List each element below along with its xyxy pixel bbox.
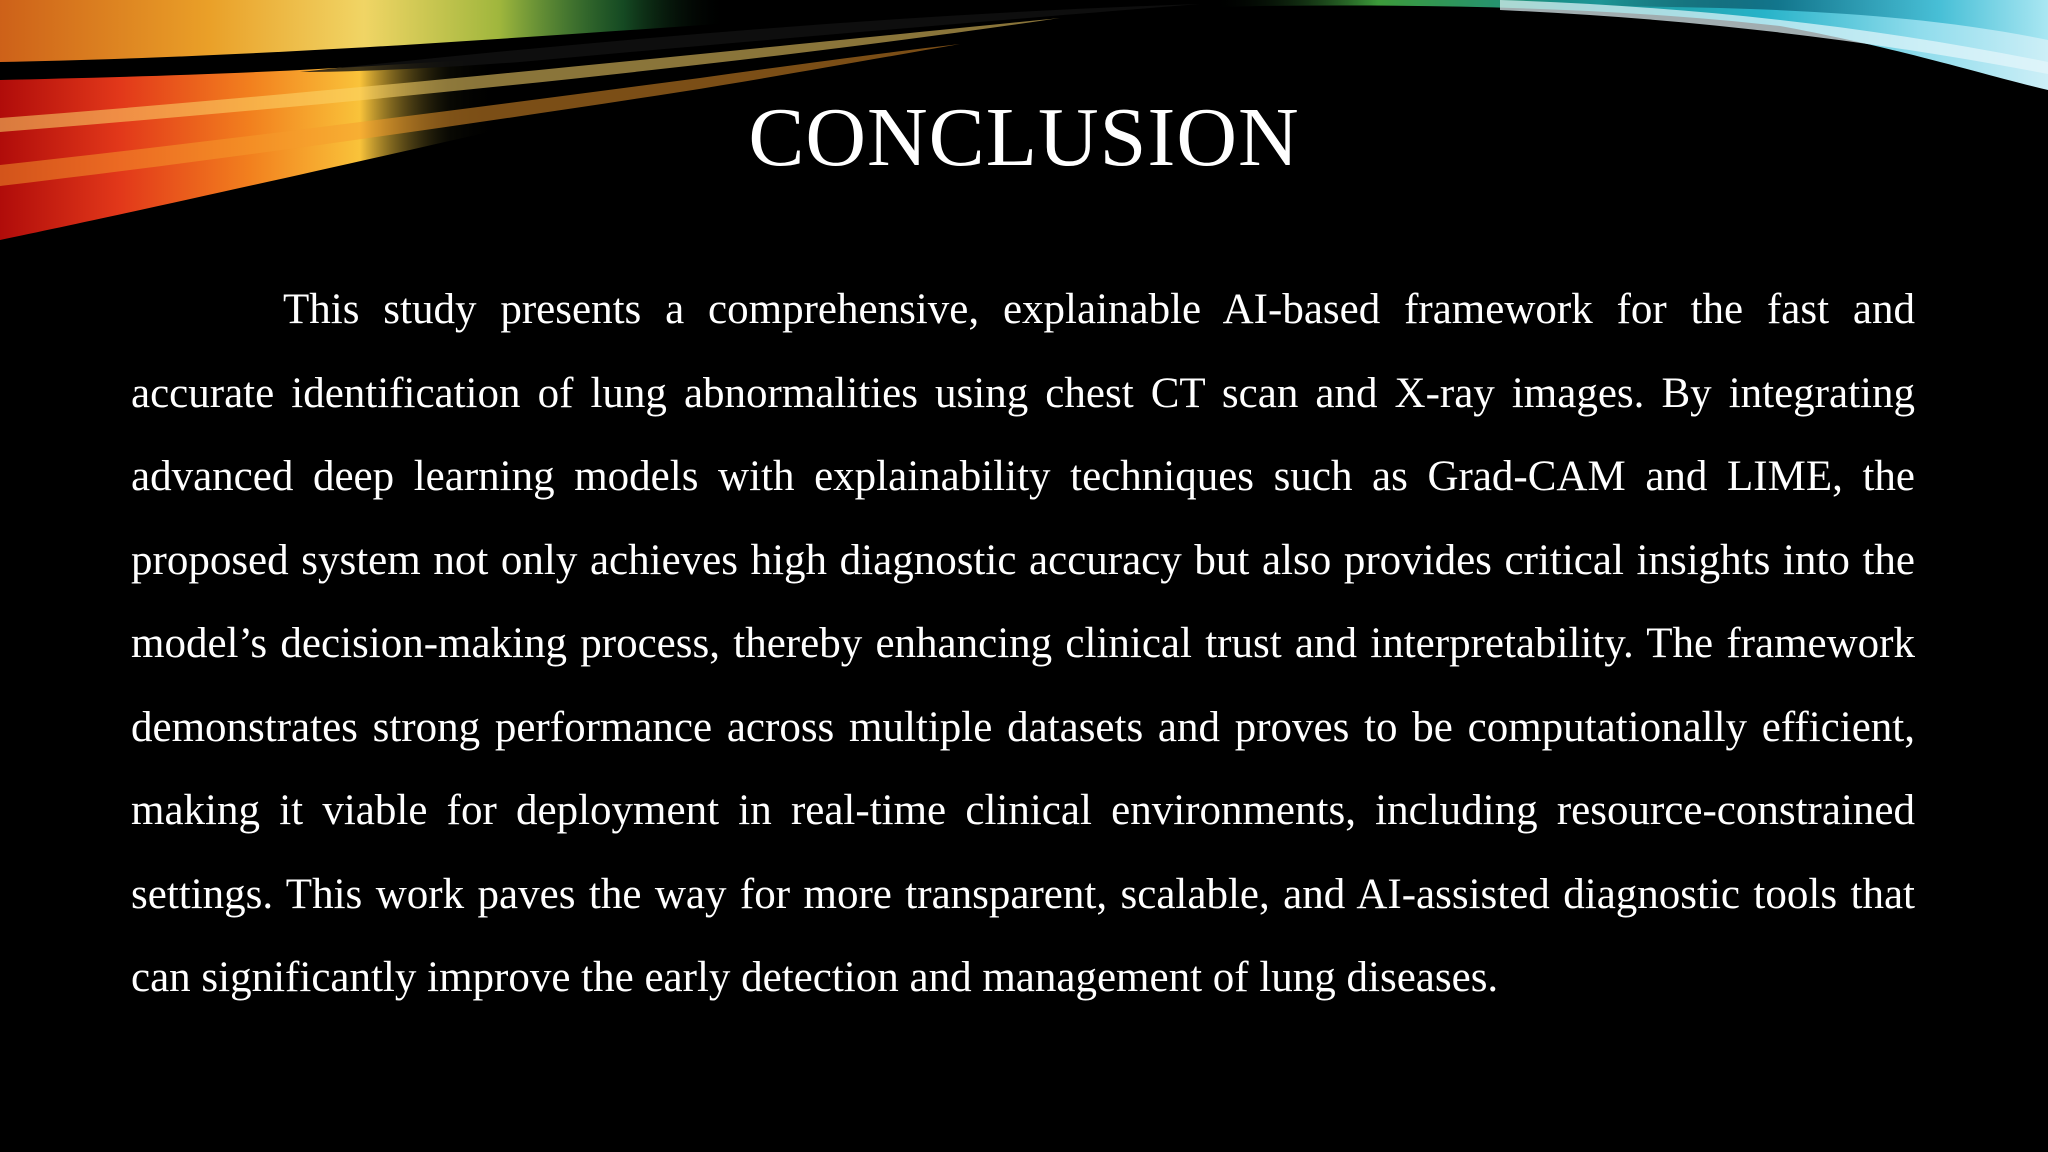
slide-title: CONCLUSION — [748, 91, 1300, 184]
conclusion-paragraph: This study presents a comprehensive, explainable AI-based framework for the fast and accurate identification of lung abnormalities using chest CT scan and X-ray images. By integrating advanced deep learning models with explainability techniques such as Grad-CAM and LIME, the proposed system not only achieves high diagnostic accuracy but also provides critical insights into the model’s decision-making process, thereby enhancing clinical trust and interpretability. The framework demonstrates strong performance across multiple datasets and proves to be computationally efficient, making it viable for deployment in real-time clinical environments, including resource-constrained settings. This work paves the way for more transparent, scalable, and AI-assisted diagnostic tools that can significantly improve the early detection and management of lung diseases. — [131, 286, 1915, 1001]
